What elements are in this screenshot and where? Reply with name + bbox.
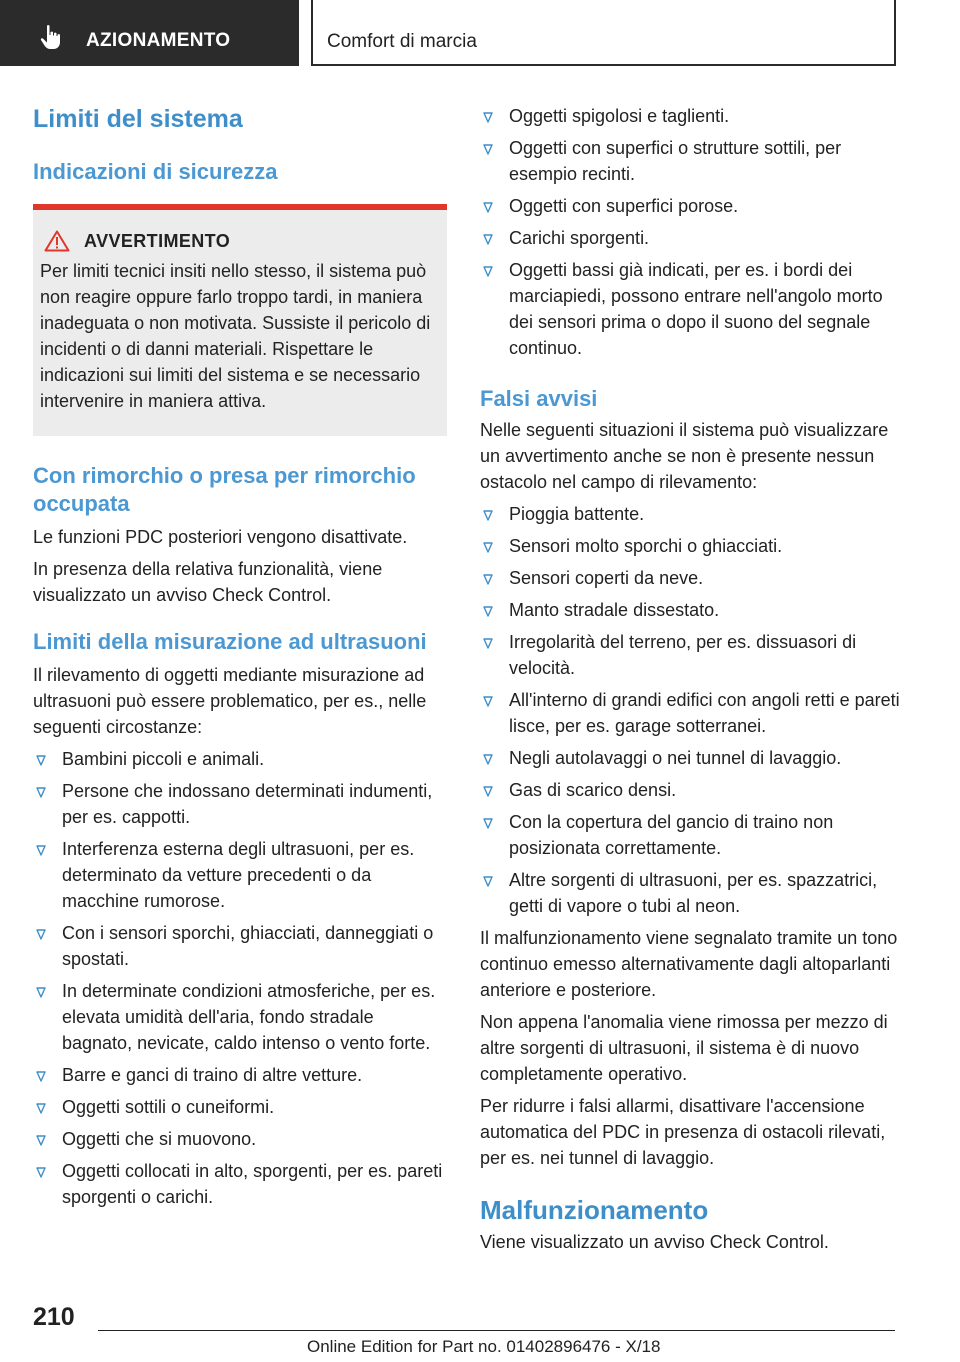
list-item — [33, 920, 447, 972]
triangle-bullet-icon — [483, 574, 493, 585]
triangle-bullet-icon — [483, 606, 493, 617]
list-item-text: Altre sorgenti di ultrasuoni, per es. spazzatrici, getti di vapore o tubi al neon. — [509, 870, 878, 916]
list-item — [33, 778, 447, 830]
false-alarms-paragraph-2: Non appena l'anomalia viene rimossa per mezzo di altre sorgenti di ultrasuoni, il sistema è di nuovo completamente operativo. — [480, 1012, 888, 1084]
triangle-bullet-icon — [483, 876, 493, 887]
false-alarms-paragraph-3: Per ridurre i falsi allarmi, disattivare l'accensione automatica del PDC in presenza di ostacoli rilevati, per es. nei tunnel di lavaggio. — [480, 1096, 886, 1168]
list-item-text: Negli autolavaggi o nei tunnel di lavaggio. — [509, 748, 842, 768]
triangle-bullet-icon — [483, 144, 493, 155]
left-column — [33, 100, 447, 1210]
list-item-text: Irregolarità del terreno, per es. dissuasori di velocità. — [509, 632, 857, 678]
list-item-text: Carichi sporgenti. — [509, 228, 650, 248]
list-item-text: Pioggia battente. — [509, 504, 645, 524]
list-item — [480, 533, 900, 559]
triangle-bullet-icon — [36, 845, 46, 856]
trailer-paragraph-1: Le funzioni PDC posteriori vengono disattivate. — [33, 527, 408, 547]
list-item-text: Interferenza esterna degli ultrasuoni, per es. determinato da vetture precedenti o da macchine rumorose. — [62, 839, 415, 911]
list-item-text: In determinate condizioni atmosferiche, per es. elevata umidità dell'aria, fondo stradale bagnato, nevicate, caldo intenso o vento forte. — [62, 981, 436, 1053]
list-item — [33, 836, 447, 914]
triangle-bullet-icon — [36, 1135, 46, 1146]
warning-label: AVVERTIMENTO — [84, 230, 231, 251]
triangle-bullet-icon — [483, 638, 493, 649]
triangle-bullet-icon — [483, 510, 493, 521]
breadcrumb-label: Comfort di marcia — [327, 31, 477, 52]
false-alarms-intro: Nelle seguenti situazioni il sistema può visualizzare un avvertimento anche se non è presente nessun ostacolo nel campo di rilevamento: — [480, 420, 889, 492]
list-item — [480, 103, 900, 129]
list-item — [480, 629, 900, 681]
list-item-text: Oggetti collocati in alto, sporgenti, per es. pareti sporgenti o carichi. — [62, 1161, 443, 1207]
ultrasound-heading: Limiti della misurazione ad ultrasuoni — [33, 629, 427, 654]
warning-text: Per limiti tecnici insiti nello stesso, il sistema può non reagire oppure farlo troppo tardi, in maniera inadeguata o non motivata. Sussiste il pericolo di incidenti o di danni materiali. Rispettare le indicazioni sui limiti del sistema e se necessario intervenire in maniera attiva. — [40, 261, 431, 411]
trailer-heading: Con rimorchio o presa per rimorchio occupata — [33, 463, 416, 516]
list-item — [480, 867, 900, 919]
edition-note: Online Edition for Part no. 01402896476 - X/18 — [307, 1337, 661, 1356]
page-title: Limiti del sistema — [33, 105, 243, 133]
list-item — [33, 746, 447, 772]
list-item-text: Barre e ganci di traino di altre vetture. — [62, 1065, 363, 1085]
list-item-text: Con la copertura del gancio di traino non posizionata correttamente. — [509, 812, 834, 858]
triangle-bullet-icon — [36, 987, 46, 998]
list-item — [480, 135, 900, 187]
warning-header — [40, 230, 439, 252]
triangle-bullet-icon — [483, 234, 493, 245]
breadcrumb — [311, 0, 896, 66]
list-item-text: Oggetti sottili o cuneiformi. — [62, 1097, 275, 1117]
list-item-text: Gas di scarico densi. — [509, 780, 677, 800]
list-item — [480, 777, 900, 803]
warning-triangle-icon — [44, 230, 70, 252]
list-item — [33, 1158, 447, 1210]
list-item — [33, 1094, 447, 1120]
footer-divider — [98, 1330, 895, 1331]
triangle-bullet-icon — [483, 786, 493, 797]
triangle-bullet-icon — [36, 755, 46, 766]
page-header — [0, 0, 960, 66]
triangle-bullet-icon — [483, 542, 493, 553]
page-number: 210 — [33, 1303, 75, 1331]
list-item-text: Persone che indossano determinati indumenti, per es. cappotti. — [62, 781, 433, 827]
hand-pointer-icon — [38, 24, 64, 50]
triangle-bullet-icon — [36, 929, 46, 940]
list-item-text: Con i sensori sporchi, ghiacciati, danneggiati o spostati. — [62, 923, 434, 969]
right-column — [480, 100, 900, 1255]
list-item-text: Oggetti che si muovono. — [62, 1129, 257, 1149]
false-alarms-heading: Falsi avvisi — [480, 386, 598, 411]
list-item — [480, 745, 900, 771]
list-item-text: Oggetti con superfici porose. — [509, 196, 739, 216]
list-item — [33, 1126, 447, 1152]
list-item — [480, 687, 900, 739]
list-item-text: Sensori molto sporchi o ghiacciati. — [509, 536, 783, 556]
triangle-bullet-icon — [483, 202, 493, 213]
list-item-text: Sensori coperti da neve. — [509, 568, 704, 588]
list-item — [33, 1062, 447, 1088]
triangle-bullet-icon — [483, 266, 493, 277]
list-item — [480, 597, 900, 623]
list-item-text: Oggetti spigolosi e taglienti. — [509, 106, 730, 126]
list-item — [480, 809, 900, 861]
safety-heading: Indicazioni di sicurezza — [33, 159, 278, 184]
list-item-text: Bambini piccoli e animali. — [62, 749, 265, 769]
list-item-text: Oggetti bassi già indicati, per es. i bordi dei marciapiedi, possono entrare nell'angolo morto dei sensori prima o dopo il suono del segnale continuo. — [509, 260, 883, 358]
ultrasound-intro: Il rilevamento di oggetti mediante misurazione ad ultrasuoni può essere problematico, per es., nelle seguenti circostanze: — [33, 665, 427, 737]
malfunction-text: Viene visualizzato un avviso Check Control. — [480, 1232, 829, 1252]
list-item — [480, 193, 900, 219]
chapter-tab — [0, 0, 299, 66]
ultrasound-limits-list — [33, 746, 447, 1210]
triangle-bullet-icon — [36, 1103, 46, 1114]
trailer-paragraph-2: In presenza della relativa funzionalità, viene visualizzato un avviso Check Control. — [33, 559, 383, 605]
list-item — [480, 501, 900, 527]
malfunction-heading: Malfunzionamento — [480, 1195, 709, 1225]
triangle-bullet-icon — [483, 818, 493, 829]
list-item — [480, 225, 900, 251]
ultrasound-limits-list-continued — [480, 103, 900, 361]
list-item-text: Oggetti con superfici o strutture sottili, per esempio recinti. — [509, 138, 842, 184]
chapter-title: AZIONAMENTO — [86, 30, 231, 51]
list-item — [480, 257, 900, 361]
warning-box — [33, 204, 447, 436]
list-item-text: All'interno di grandi edifici con angoli retti e pareti lisce, per es. garage sotterranei. — [509, 690, 900, 736]
list-item — [33, 978, 447, 1056]
triangle-bullet-icon — [36, 787, 46, 798]
triangle-bullet-icon — [483, 696, 493, 707]
list-item — [480, 565, 900, 591]
triangle-bullet-icon — [483, 754, 493, 765]
triangle-bullet-icon — [36, 1167, 46, 1178]
false-alarms-paragraph-1: Il malfunzionamento viene segnalato tramite un tono continuo emesso alternativamente dagli altoparlanti anteriore e posteriore. — [480, 928, 898, 1000]
triangle-bullet-icon — [36, 1071, 46, 1082]
triangle-bullet-icon — [483, 112, 493, 123]
false-alarms-list — [480, 501, 900, 919]
list-item-text: Manto stradale dissestato. — [509, 600, 720, 620]
